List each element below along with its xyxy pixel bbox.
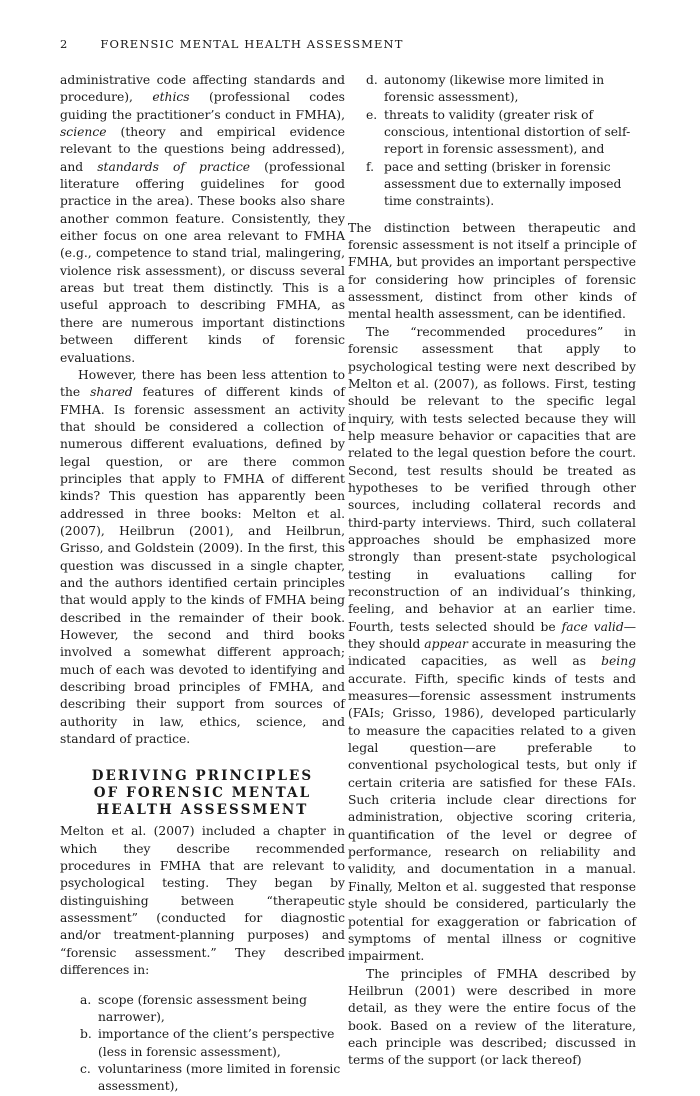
paragraph-distinction: The distinction between therapeutic and forensic assessment is not itself a principle of FMHA, but provides an important perspective for considering how principles of forensic assessment, distinct from other kinds of mental health assessment, can be identified. bbox=[348, 220, 637, 322]
differences-list bbox=[60, 992, 345, 1096]
heading-line: DERIVING PRINCIPLES bbox=[91, 768, 314, 785]
text-run: administrative code affecting standards and procedure), bbox=[60, 73, 345, 105]
list-marker: f. bbox=[366, 159, 375, 174]
text-run: The “recommended procedures” in forensic assessment that apply to psychological testing were next described by Melton et al. (2007), as follows. First, testing should be relevant to the specific legal inquiry, with tests selected because they will help measure behavior or capacities that are related to the legal question before the court. Second, test results should be treated as hypotheses to be verified through other sources, including collateral records and third-party interviews. Third, such collateral approaches should be emphasized more strongly than present-state psychological testing in evaluations calling for reconstruction of an individual’s thinking, feeling, and behavior at an earlier time. Fourth, tests selected should be bbox=[348, 324, 636, 634]
heading-line: OF FORENSIC MENTAL bbox=[93, 785, 312, 802]
heading-line: HEALTH ASSESSMENT bbox=[96, 802, 309, 819]
list-text: pace and setting (brisker in forensic assessment due to externally imposed time constraints). bbox=[384, 159, 622, 209]
list-item bbox=[348, 107, 636, 159]
list-text: autonomy (likewise more limited in forensic assessment), bbox=[384, 73, 605, 105]
list-marker: c. bbox=[80, 1061, 91, 1076]
text-run: However, there has been less attention to the bbox=[60, 367, 345, 400]
spacer bbox=[348, 211, 636, 220]
text-run: accurate in measuring the indicated capacities, as well as bbox=[348, 637, 637, 669]
page-number: 2 bbox=[60, 37, 69, 51]
list-marker: b. bbox=[80, 1027, 92, 1042]
list-item bbox=[348, 72, 636, 107]
left-column bbox=[60, 72, 345, 1096]
text-run: features of different kinds of FMHA. Is forensic assessment an activity that should be considered a collection of numerous different evaluations, defined by legal question, or are there common principles that apply to FMHA of different kinds? This question has apparently been addressed in three books: Melton et al. (2007), Heilbrun (2001), and Heilbrun, Grisso, and Goldstein (2009). In the first, this question was discussed in a single chapter, and the authors identified certain principles that would apply to the kinds of FMHA being described in the remainder of their book. However, the second and third books involved a somewhat different approach; much of each was devoted to identifying and describing broad principles of FMHA, and describing their support from sources of authority in law, ethics, science, and standard of practice. bbox=[60, 385, 345, 747]
section-heading bbox=[60, 768, 345, 819]
italic-term: face valid bbox=[561, 619, 624, 634]
list-text: threats to validity (greater risk of conscious, intentional distortion of self-report in forensic assessment), and bbox=[384, 107, 631, 157]
differences-list-continued bbox=[348, 72, 636, 211]
paragraph-shared-features bbox=[60, 367, 345, 749]
right-column bbox=[348, 72, 636, 1070]
italic-term: ethics bbox=[152, 90, 190, 105]
list-text: scope (forensic assessment being narrower), bbox=[98, 992, 307, 1024]
text-run: (theory and empirical evidence relevant to the questions being addressed), and bbox=[60, 125, 345, 174]
italic-term: shared bbox=[90, 385, 133, 400]
list-item bbox=[60, 1061, 345, 1096]
list-text: importance of the client’s perspective (less in forensic assessment), bbox=[98, 1027, 335, 1059]
running-title: FORENSIC MENTAL HEALTH ASSESSMENT bbox=[100, 37, 404, 51]
list-item bbox=[60, 1026, 345, 1061]
list-text: voluntariness (more limited in forensic assessment), bbox=[98, 1061, 341, 1094]
text-run: accurate. Fifth, specific kinds of tests and measures—forensic assessment instruments (FAIs; Grisso, 1986), developed particularly to measure the capacities related to a given legal question—are preferable to conventional psychological tests, but only if certain criteria are satisfied for these FAIs. Such criteria include clear directions for administration, objective scoring criteria, quantification of the level or degree of performance, research on reliability and validity, and documentation in a manual. Finally, Melton et al. suggested that response style should be considered, particularly the potential for exaggeration or fabrication of symptoms of mental illness or cognitive impairment. bbox=[348, 671, 636, 964]
list-marker: a. bbox=[80, 992, 92, 1007]
list-item bbox=[60, 992, 345, 1027]
paragraph-melton: Melton et al. (2007) included a chapter in which they describe recommended procedures in FMHA that are relevant to psychological testing. They began by distinguishing between “therapeutic assessment” (conducted for diagnostic and/or treatment-planning purposes) and “forensic assessment.” They described differences in: bbox=[60, 824, 345, 978]
italic-term: science bbox=[60, 125, 107, 140]
list-item bbox=[348, 159, 636, 211]
italic-term: appear bbox=[424, 637, 468, 651]
running-head bbox=[60, 37, 404, 51]
paragraph-heilbrun: The principles of FMHA described by Heilbrun (2001) were described in more detail, as they were the entire focus of the book. Based on a review of the literature, each principle was described; discussed in terms of the support (or lack thereof) bbox=[348, 966, 636, 1068]
text-run: (professional literature offering guidelines for good practice in the area). These books also share another common feature. Consistently, they either focus on one area relevant to FMHA (e.g., competence to stand trial, malingering, violence risk assessment), or discuss several areas but treat them distinctly. This is a useful approach to describing FMHA, as there are numerous important distinctions between different kinds of forensic evaluations. bbox=[60, 159, 345, 365]
list-marker: e. bbox=[366, 107, 378, 122]
paragraph-continued bbox=[60, 72, 345, 367]
text-run: —they should bbox=[348, 619, 636, 651]
italic-term: being bbox=[601, 654, 636, 669]
text-run: (professional codes guiding the practitioner’s conduct in FMHA), bbox=[60, 90, 345, 122]
italic-term: standards of practice bbox=[97, 159, 251, 174]
paragraph-recommended-procedures bbox=[348, 324, 636, 966]
list-marker: d. bbox=[366, 73, 378, 87]
